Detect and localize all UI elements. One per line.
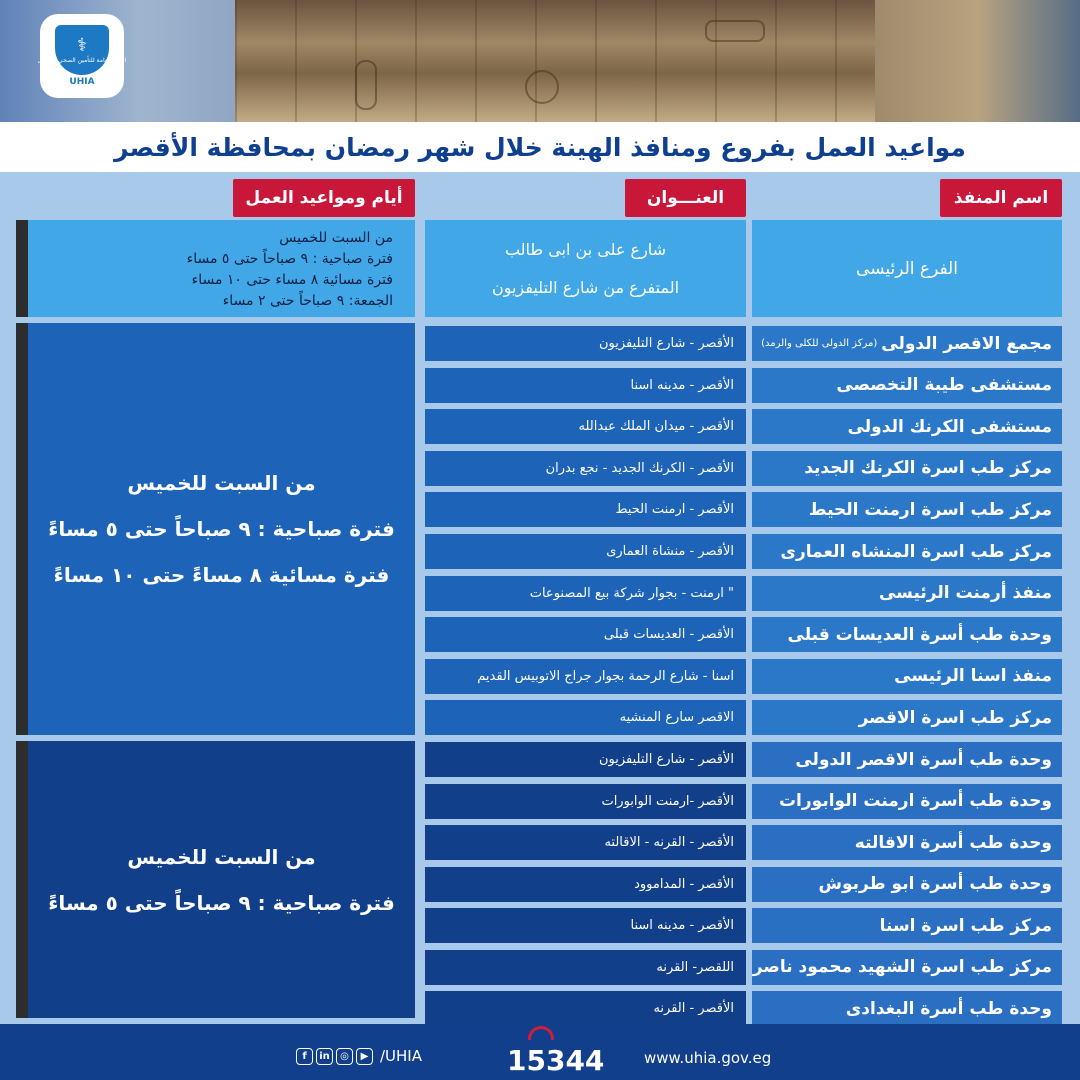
outlet-address: الأقصر - مدينه اسنا [425,908,746,943]
outlet-address: الأقصر - ارمنت الحيط [425,492,746,527]
main-branch-hours: من السبت للخميس فترة صباحية : ٩ صباحاً حتى ٥ مساء فترة مسائية ٨ مساء حتى ١٠ مساء الجمعة: ٩ صباحاً حتى ٢ مساء [28,220,415,317]
outlet-address: اللقصر- القرنه [425,950,746,985]
youtube-icon[interactable]: ▶ [356,1048,373,1065]
outlet-address: الأقصر - شارع التليفزيون [425,326,746,361]
header-banner [0,0,1080,122]
outlet-name: مركز طب اسرة اسنا [752,908,1062,943]
outlet-address: الأقصر - المداموود [425,867,746,902]
outlet-address: الأقصر -ارمنت الوابورات [425,784,746,819]
group1-marker [16,323,28,735]
header-name: اسم المنفذ [940,179,1062,217]
group1-hours: من السبت للخميس فترة صباحية : ٩ صباحاً حتى ٥ مساءً فترة مسائية ٨ مساءً حتى ١٠ مساءً [28,323,415,735]
outlet-name: وحدة طب أسرة الاقصر الدولى [752,742,1062,777]
outlet-name: مركز طب اسرة المنشاه العمارى [752,534,1062,569]
outlet-address: " ارمنت - بجوار شركة بيع المصنوعات [425,576,746,611]
outlet-name: وحدة طب أسرة الاقالته [752,825,1062,860]
linkedin-icon[interactable]: in [316,1048,333,1065]
instagram-icon[interactable]: ◎ [336,1048,353,1065]
outlet-name: مجمع الاقصر الدولى (مركز الدولى للكلى والرمد) [752,326,1062,361]
facebook-icon[interactable]: f [296,1048,313,1065]
main-branch-address: شارع على بن ابى طالب المتفرع من شارع التليفزيون [425,220,746,317]
banner-temple-relief [235,0,875,122]
outlet-name: وحدة طب أسرة ارمنت الوابورات [752,784,1062,819]
outlet-name: منفذ أرمنت الرئيسى [752,576,1062,611]
outlet-name: وحدة طب أسرة العديسات قبلى [752,617,1062,652]
outlet-name: منفذ اسنا الرئيسى [752,659,1062,694]
banner-column [875,0,1080,122]
outlet-name: مستشفى الكرنك الدولى [752,409,1062,444]
outlet-address: الأقصر - القرنه [425,991,746,1026]
shield-logo-icon: ⚕ الهيئة العامة للتأمين الصحي الشامل [55,25,109,75]
group2-marker [16,741,28,1018]
outlet-name: وحدة طب أسرة ابو طربوش [752,867,1062,902]
row-marker [16,220,28,317]
outlet-name: مركز طب اسرة الكرنك الجديد [752,451,1062,486]
header-address: العنـــوان [625,179,746,217]
outlet-address: الأقصر - العديسات قبلى [425,617,746,652]
main-branch-name: الفرع الرئيسى [752,220,1062,317]
outlet-name: مركز طب اسرة الشهيد محمود ناصر [752,950,1062,985]
social-links [296,1047,422,1065]
outlet-address: الاقصر سارع المنشيه [425,700,746,735]
social-handle: /UHIA [380,1047,422,1065]
outlet-address: الأقصر - مدينه اسنا [425,368,746,403]
header-hours: أيام ومواعيد العمل [233,179,415,217]
outlet-name: مستشفى طيبة التخصصى [752,368,1062,403]
outlet-address: الأقصر - الكرنك الجديد - نجع بدران [425,451,746,486]
outlet-address: اسنا - شارع الرحمة بجوار جراج الاتوبيس القديم [425,659,746,694]
outlet-address: الأقصر - منشاة العمارى [425,534,746,569]
title-bar [0,122,1080,172]
outlet-address: الأقصر - ميدان الملك عبدالله [425,409,746,444]
outlet-address: الأقصر - القرنه - الاقالته [425,825,746,860]
page-title: مواعيد العمل بفروع ومنافذ الهينة خلال شهر رمضان بمحافظة الأقصر [114,132,966,162]
outlet-name: مركز طب اسرة الاقصر [752,700,1062,735]
outlet-name: مركز طب اسرة ارمنت الحيط [752,492,1062,527]
group2-hours: من السبت للخميس فترة صباحية : ٩ صباحاً حتى ٥ مساءً [28,741,415,1018]
website-link[interactable]: www.uhia.gov.eg [644,1049,772,1067]
logo-abbr: UHIA [69,77,95,87]
outlet-name: وحدة طب أسرة البغدادى [752,991,1062,1026]
hotline-number[interactable]: 15344 [507,1044,605,1077]
outlet-note: (مركز الدولى للكلى والرمد) [761,338,878,349]
outlet-address: الأقصر - شارع التليفزيون [425,742,746,777]
uhia-logo [37,14,127,98]
